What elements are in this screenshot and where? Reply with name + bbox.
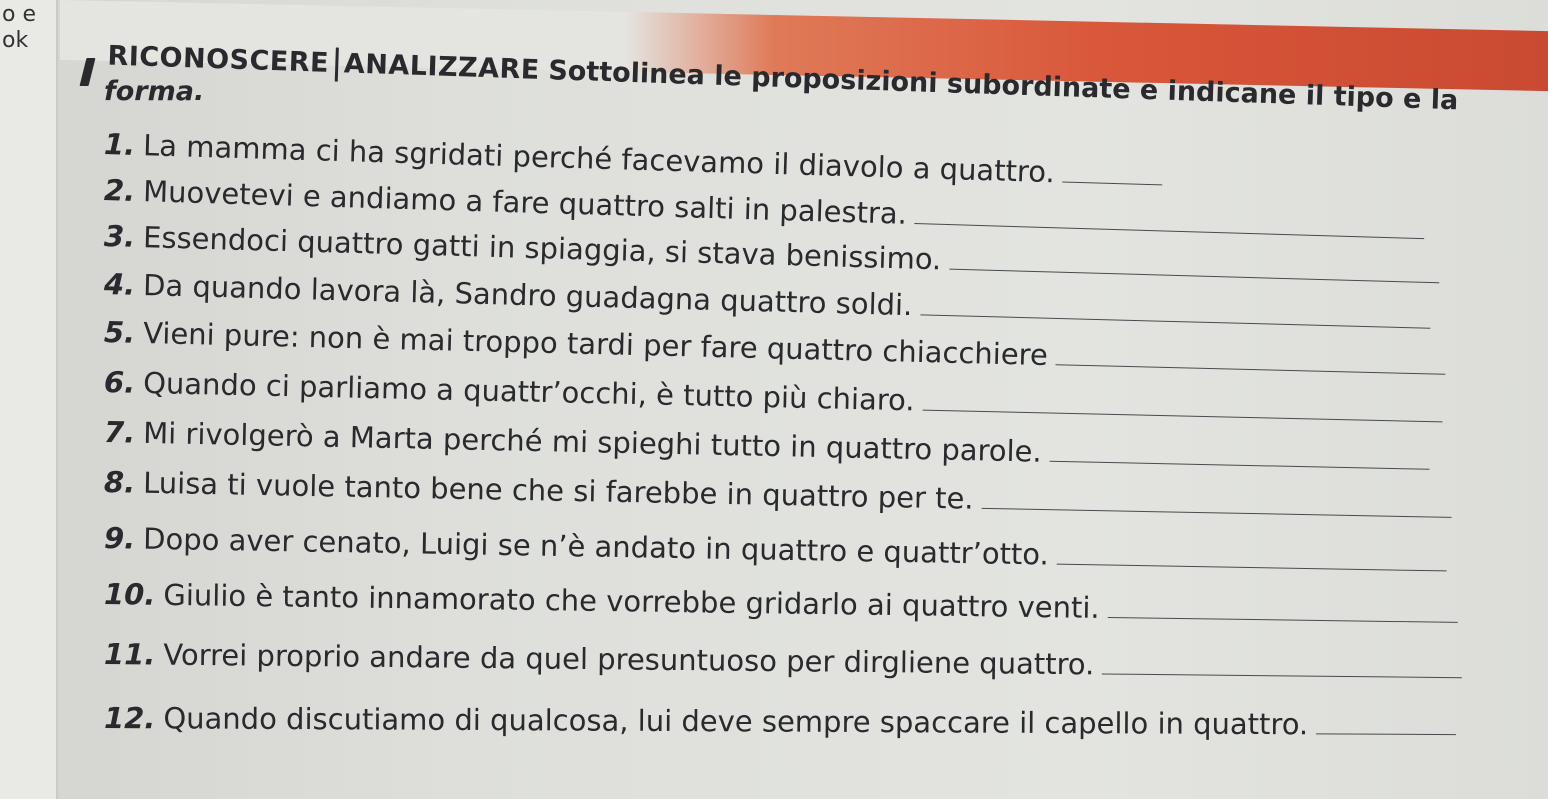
item-text: Muovetevi e andiamo a fare quattro salti in palestra. — [142, 174, 908, 231]
keyword-analizzare: ANALIZZARE — [343, 48, 541, 86]
item-text: Essendoci quattro gatti in spiaggia, si stava benissimo. — [142, 220, 942, 277]
item-text: La mamma ci ha sgridati perché facevamo il diavolo a quattro. — [142, 128, 1056, 190]
list-item — [104, 700, 1456, 743]
item-text: Dopo aver cenato, Luigi se n’è andato in quattro e quattr’otto. — [142, 521, 1050, 572]
item-number: 5. — [103, 315, 136, 350]
answer-blank[interactable] — [922, 386, 1442, 423]
item-number: 6. — [103, 365, 136, 400]
item-text: Da quando lavora là, Sandro guadagna quattro soldi. — [142, 268, 913, 323]
list-item — [104, 636, 1463, 686]
answer-blank[interactable] — [1056, 340, 1446, 375]
item-number: 1. — [103, 127, 136, 162]
item-number: 7. — [103, 415, 136, 450]
answer-blank[interactable] — [1102, 649, 1462, 678]
answer-blank[interactable] — [915, 199, 1426, 239]
item-number: 9. — [103, 521, 136, 556]
item-text: Quando discutiamo di qualcosa, lui deve sempre spaccare il capello in quattro. — [163, 701, 1309, 742]
answer-blank[interactable] — [1049, 437, 1429, 470]
item-number: 4. — [103, 267, 136, 302]
answer-blank[interactable] — [920, 290, 1430, 328]
item-number: 2. — [103, 173, 136, 208]
list-item — [104, 520, 1447, 579]
item-number: 10. — [103, 577, 156, 612]
instruction-continuation: forma. — [104, 76, 205, 107]
keyword-riconoscere: RICONOSCERE — [106, 40, 330, 79]
item-text: Giulio è tanto innamorato che vorrebbe gridarlo ai quattro venti. — [163, 577, 1100, 625]
answer-blank[interactable] — [1316, 709, 1456, 735]
item-text: Vieni pure: non è mai troppo tardi per fare quattro chiacchiere — [142, 315, 1049, 373]
item-text: Mi rivolgerò a Marta perché mi spieghi tutto in quattro parole. — [142, 415, 1043, 469]
answer-blank[interactable] — [981, 484, 1451, 518]
item-number: 3. — [103, 219, 136, 254]
item-number: 8. — [103, 465, 136, 500]
edge-fragment: o e — [2, 2, 36, 27]
list-item — [104, 576, 1458, 631]
item-number: 12. — [103, 701, 156, 736]
answer-blank[interactable] — [1057, 540, 1447, 572]
answer-blank[interactable] — [1107, 593, 1457, 623]
answer-blank[interactable] — [949, 245, 1440, 284]
item-text: Vorrei proprio andare da quel presuntuoso per dirgliene quattro. — [163, 637, 1095, 682]
item-number: 11. — [103, 637, 156, 672]
answer-blank[interactable] — [1062, 157, 1163, 185]
edge-fragment: ok — [2, 28, 29, 53]
instruction-text: Sottolinea le proposizioni subordinate e indicane il tipo e la — [547, 55, 1459, 117]
item-text: Quando ci parliamo a quattr’occhi, è tutto più chiaro. — [142, 365, 915, 418]
item-text: Luisa ti vuole tanto bene che si farebbe in quattro per te. — [142, 465, 974, 516]
